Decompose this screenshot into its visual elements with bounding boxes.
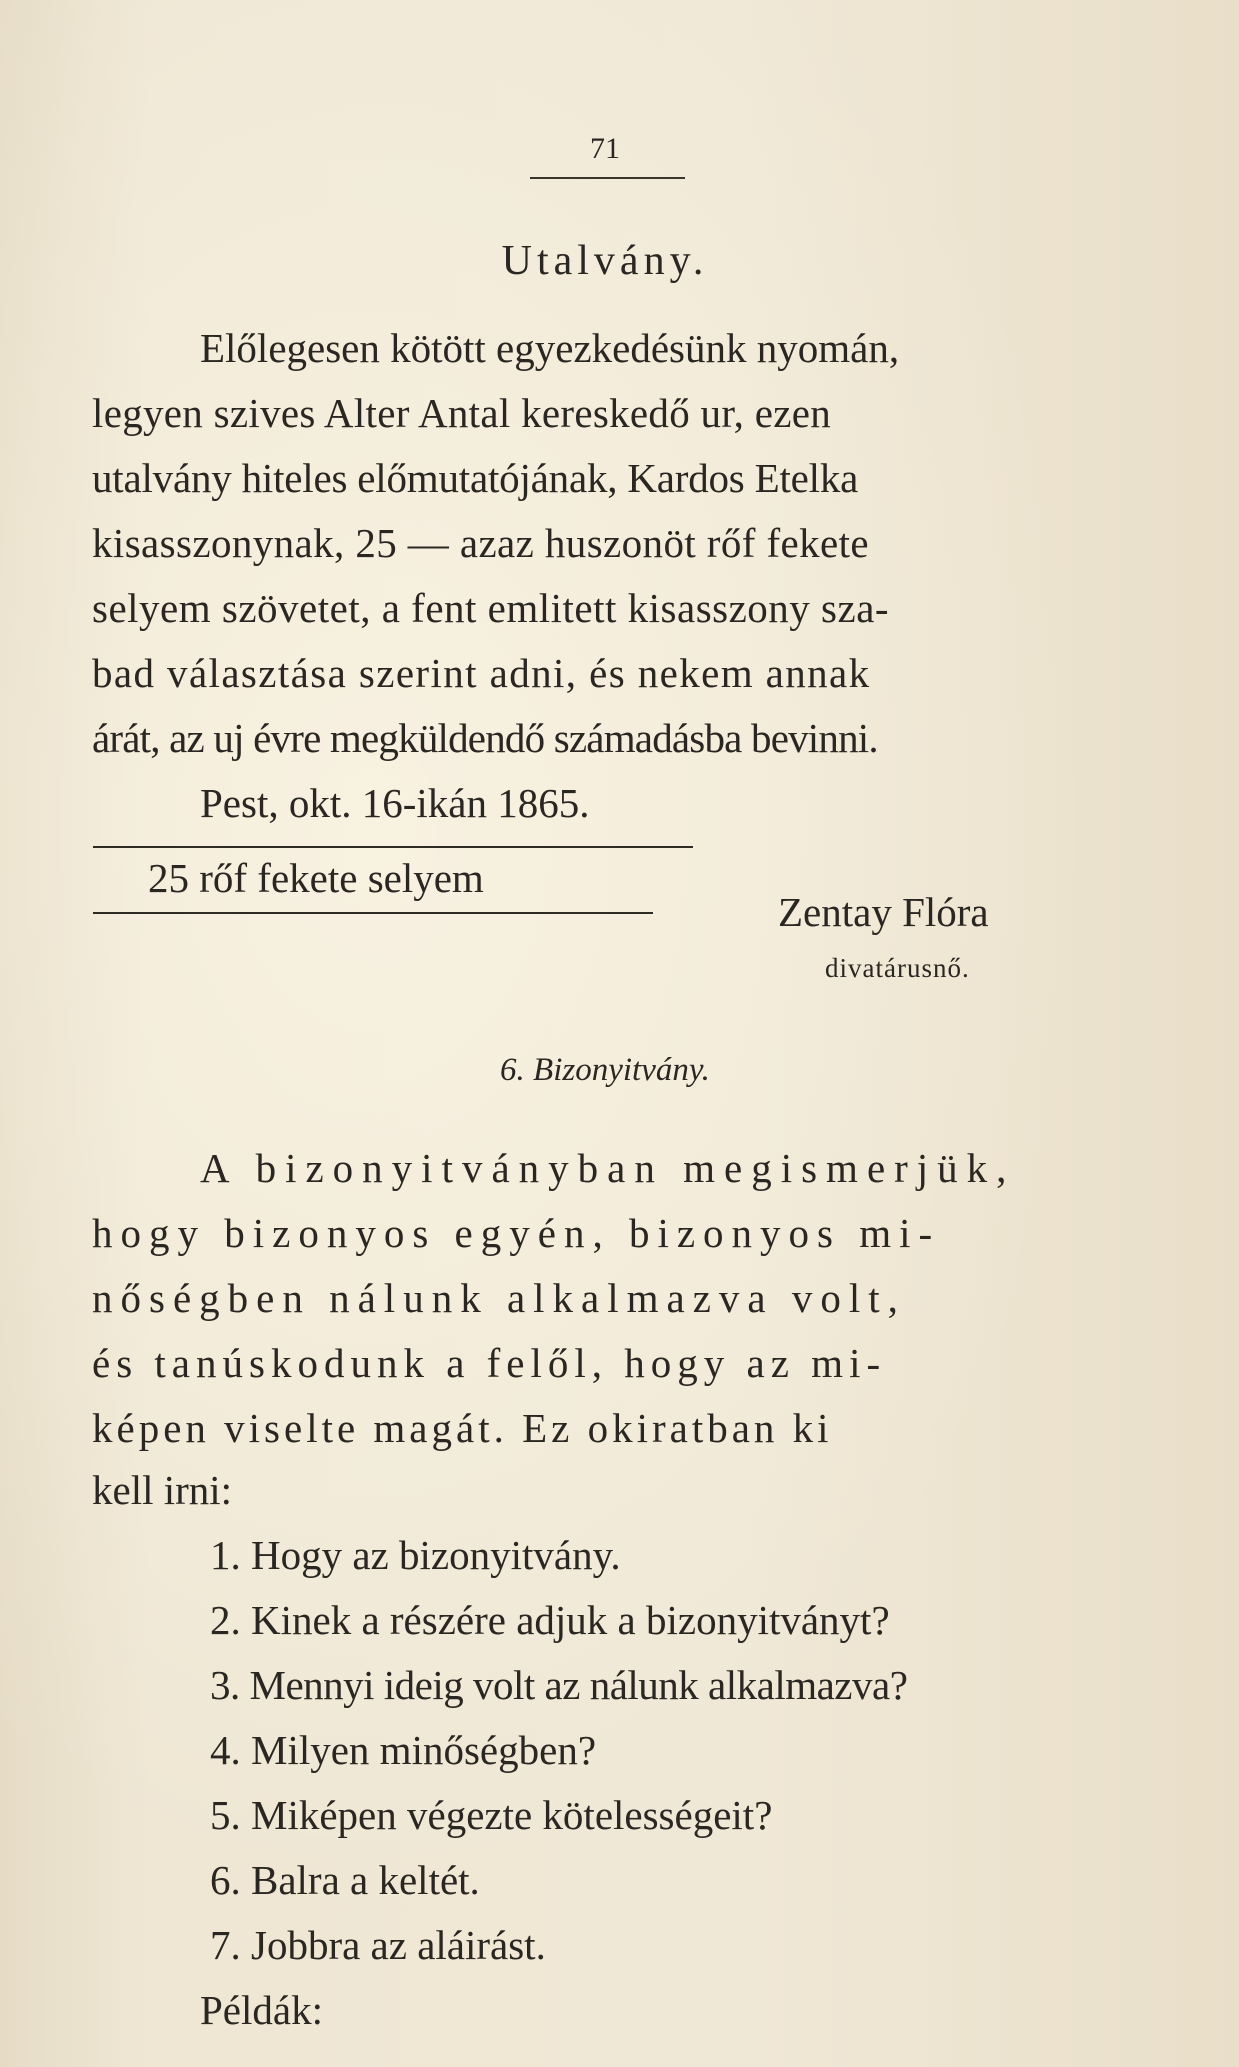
signer-name: Zentay Flóra [778, 889, 989, 935]
header-rule [530, 177, 685, 179]
list-item-6: 6. Balra a keltét. [210, 1857, 480, 1903]
list-item-5: 5. Miképen végezte kötelességeit? [210, 1792, 773, 1838]
summary-rule-top [93, 846, 693, 848]
utalvany-line-4: kisasszonynak, 25 — azaz huszonöt rőf fekete [92, 520, 869, 566]
list-item-1: 1. Hogy az bizonyitvány. [210, 1532, 621, 1578]
examples-label: Példák: [200, 1987, 323, 2033]
bizonyitvany-intro-2: hogy bizonyos egyén, bizonyos mi- [92, 1210, 941, 1256]
bizonyitvany-intro-5: képen viselte magát. Ez okiratban ki [92, 1405, 833, 1451]
utalvany-summary: 25 rőf fekete selyem [148, 855, 484, 901]
list-item-4: 4. Milyen minőségben? [210, 1727, 597, 1773]
utalvany-line-1: Előlegesen kötött egyezkedésünk nyomán, [200, 325, 900, 371]
bizonyitvany-heading: 6. Bizonyitvány. [500, 1052, 710, 1088]
bizonyitvany-intro-1: A bizonyitványban megismerjük, [200, 1145, 1016, 1191]
list-item-7: 7. Jobbra az aláirást. [210, 1922, 546, 1968]
bizonyitvany-intro-3: nőségben nálunk alkalmazva volt, [92, 1275, 906, 1321]
list-item-3: 3. Mennyi ideig volt az nálunk alkalmazva? [210, 1662, 908, 1708]
utalvany-line-6: bad választása szerint adni, és nekem annak [92, 650, 871, 696]
utalvany-date: Pest, okt. 16-ikán 1865. [200, 780, 590, 826]
utalvany-line-3: utalvány hiteles előmutatójának, Kardos Etelka [92, 455, 859, 501]
list-item-2: 2. Kinek a részére adjuk a bizonyitványt? [210, 1597, 890, 1643]
utalvany-line-5: selyem szövetet, a fent emlitett kisasszony sza- [92, 585, 890, 631]
utalvany-line-7: árát, az uj évre megküldendő számadásba bevinni. [92, 715, 878, 761]
page-number: 71 [590, 132, 620, 165]
summary-rule-bottom [93, 912, 653, 914]
utalvany-line-2: legyen szives Alter Antal kereskedő ur, ezen [92, 390, 832, 436]
bizonyitvany-intro-4: és tanúskodunk a felől, hogy az mi- [92, 1340, 887, 1386]
signer-title: divatárusnő. [825, 953, 970, 983]
bizonyitvany-intro-6: kell irni: [92, 1467, 233, 1513]
utalvany-title: Utalvány. [501, 238, 709, 284]
